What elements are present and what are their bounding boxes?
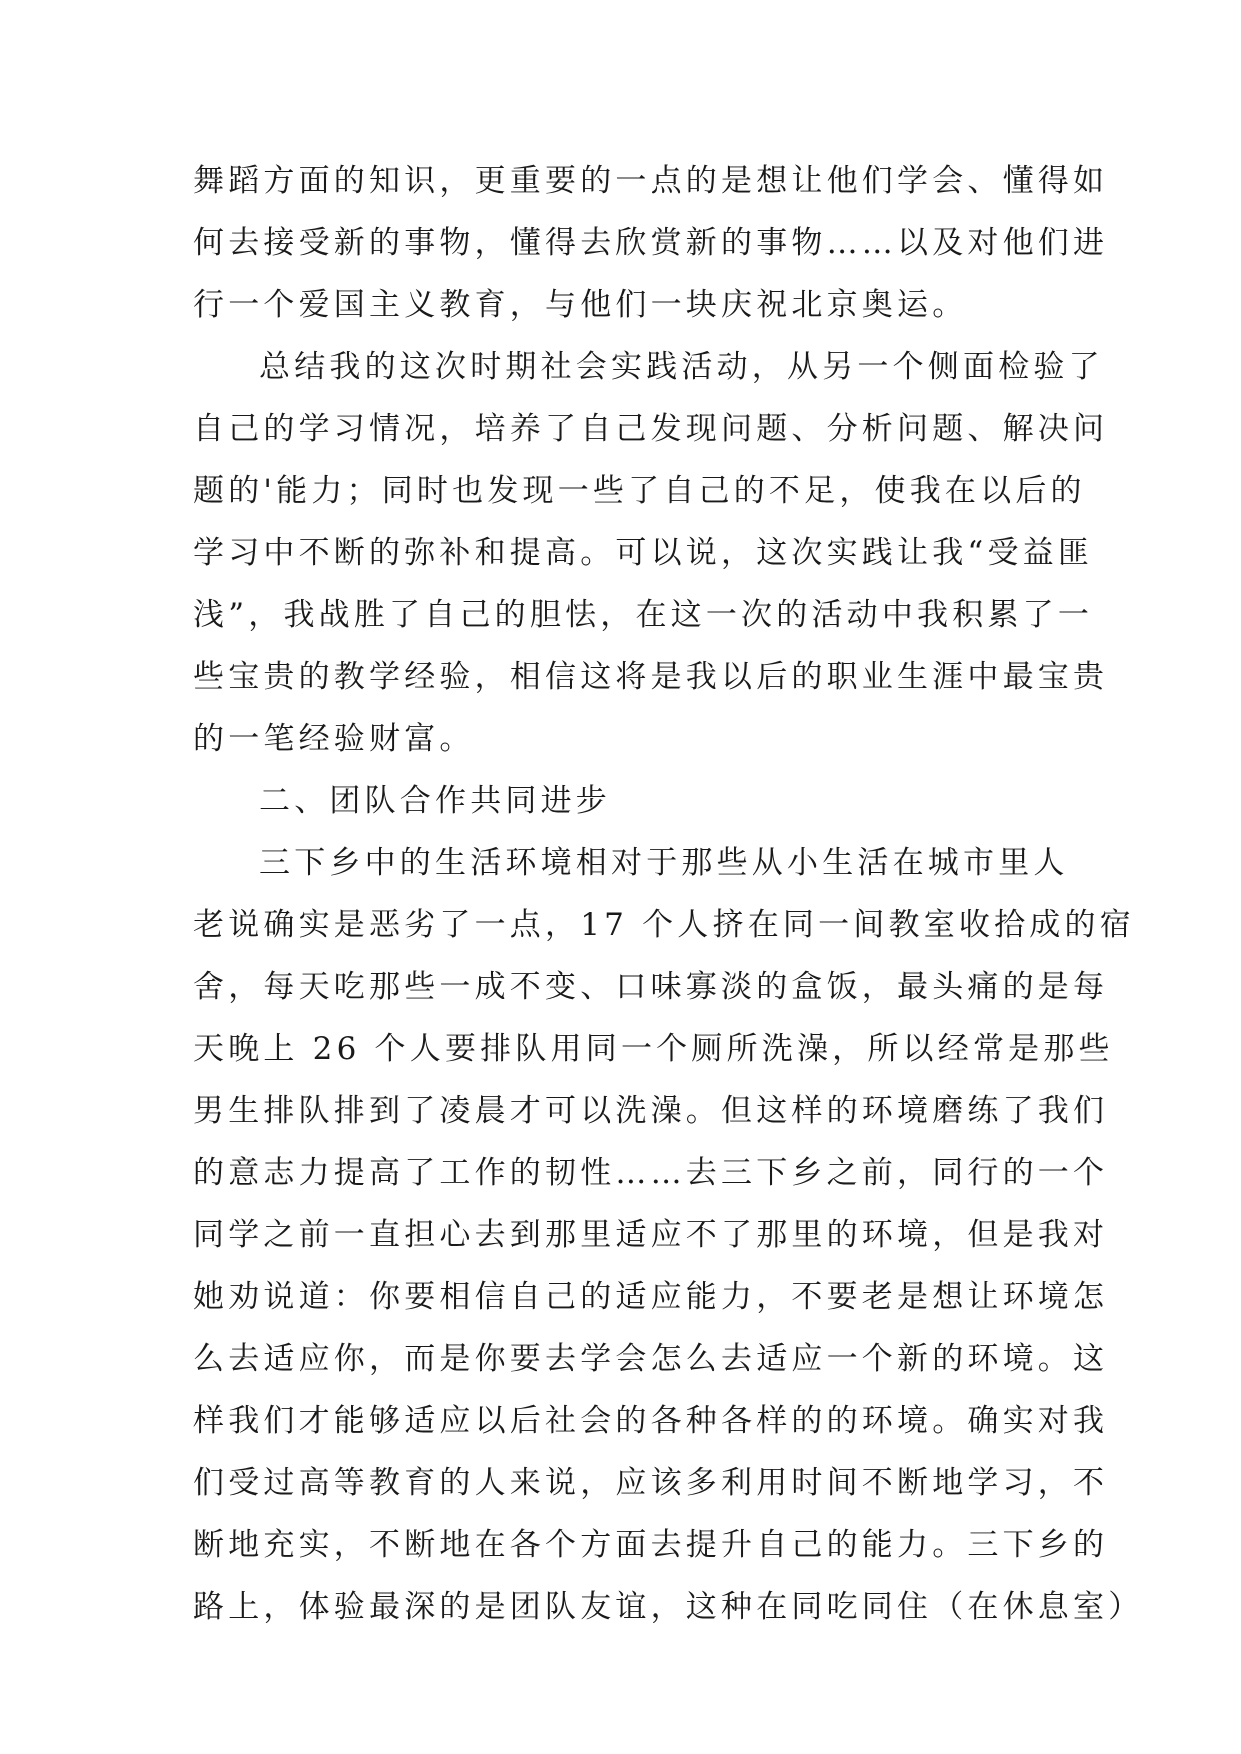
text-line: 的一笔经验财富。 xyxy=(193,721,475,757)
text-line: 行一个爱国主义教育，与他们一块庆祝北京奥运。 xyxy=(193,287,968,323)
text-line: 她劝说道：你要相信自己的适应能力，不要老是想让环境怎 xyxy=(193,1279,1109,1315)
text-line: 浅”，我战胜了自己的胆怯，在这一次的活动中我积累了一 xyxy=(193,597,1094,633)
text-line: 么去适应你，而是你要去学会怎么去适应一个新的环境。这 xyxy=(193,1341,1109,1377)
text-line: 断地充实，不断地在各个方面去提升自己的能力。三下乡的 xyxy=(193,1527,1109,1563)
text-line: 些宝贵的教学经验，相信这将是我以后的职业生涯中最宝贵 xyxy=(193,659,1109,695)
text-line: 题的'能力；同时也发现一些了自己的不足，使我在以后的 xyxy=(193,473,1086,509)
text-line: 自己的学习情况，培养了自己发现问题、分析问题、解决问 xyxy=(193,411,1109,447)
section-heading: 二、团队合作共同进步 xyxy=(259,783,611,819)
text-line: 老说确实是恶劣了一点，17 个人挤在同一间教室收拾成的宿 xyxy=(193,907,1135,943)
text-line: 们受过高等教育的人来说，应该多利用时间不断地学习，不 xyxy=(193,1465,1109,1501)
text-line: 同学之前一直担心去到那里适应不了那里的环境，但是我对 xyxy=(193,1217,1109,1253)
text-line: 路上，体验最深的是团队友谊，这种在同吃同住（在休息室） xyxy=(193,1589,1144,1625)
text-line: 舍，每天吃那些一成不变、口味寡淡的盒饭，最头痛的是每 xyxy=(193,969,1109,1005)
paragraph-first-line: 三下乡中的生活环境相对于那些从小生活在城市里人 xyxy=(259,845,1069,881)
paragraph-first-line: 总结我的这次时期社会实践活动，从另一个侧面检验了 xyxy=(259,349,1104,385)
text-line: 男生排队排到了凌晨才可以洗澡。但这样的环境磨练了我们 xyxy=(193,1093,1109,1129)
text-line: 的意志力提高了工作的韧性……去三下乡之前，同行的一个 xyxy=(193,1155,1109,1191)
text-line: 舞蹈方面的知识，更重要的一点的是想让他们学会、懂得如 xyxy=(193,163,1109,199)
document-body xyxy=(193,150,1144,1638)
text-line: 何去接受新的事物，懂得去欣赏新的事物……以及对他们进 xyxy=(193,225,1109,261)
text-line: 样我们才能够适应以后社会的各种各样的的环境。确实对我 xyxy=(193,1403,1109,1439)
text-line: 学习中不断的弥补和提高。可以说，这次实践让我“受益匪 xyxy=(193,535,1094,571)
text-line: 天晚上 26 个人要排队用同一个厕所洗澡，所以经常是那些 xyxy=(193,1031,1114,1067)
